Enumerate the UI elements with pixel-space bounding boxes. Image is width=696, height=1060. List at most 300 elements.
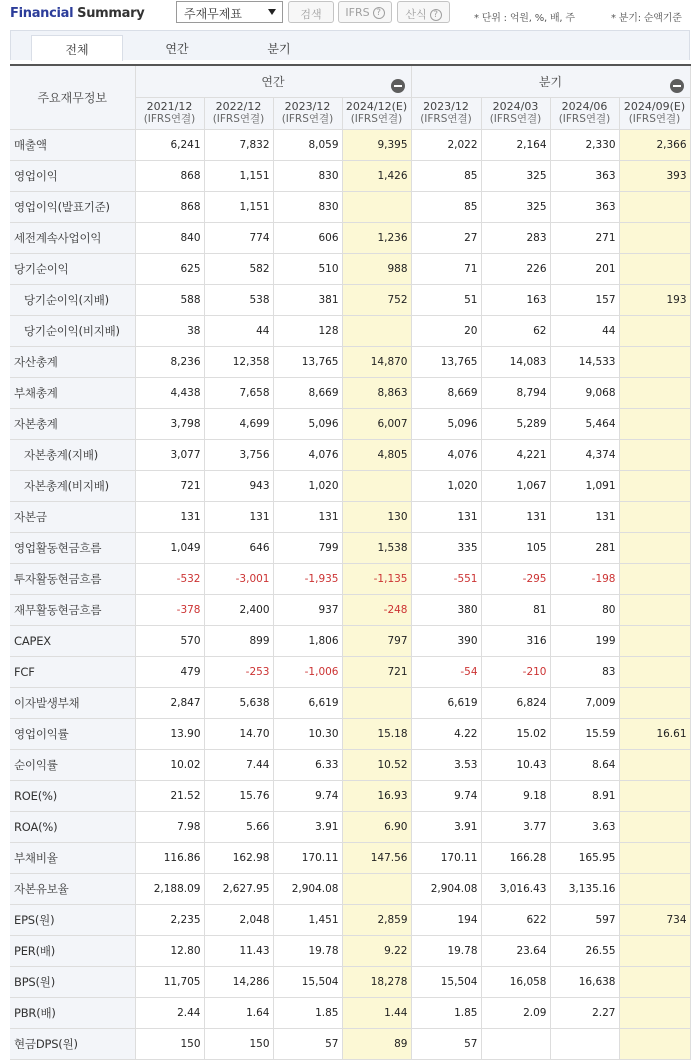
value-cell: 15.02 [481, 718, 550, 749]
value-cell [619, 346, 690, 377]
value-cell: 335 [411, 532, 481, 563]
value-cell: 625 [135, 253, 204, 284]
period-basis: (IFRS연결) [350, 113, 403, 125]
value-cell: 194 [411, 904, 481, 935]
table-row [10, 811, 690, 842]
value-cell: 774 [204, 222, 273, 253]
table-row [10, 191, 690, 222]
value-cell: 9,068 [550, 377, 619, 408]
quarter-group-label: 분기 [538, 74, 563, 89]
value-cell: 8,059 [273, 129, 342, 160]
page-title [10, 6, 144, 21]
chevron-down-icon [268, 9, 276, 15]
value-cell: 10.43 [481, 749, 550, 780]
value-cell: 510 [273, 253, 342, 284]
value-cell: 15,504 [273, 966, 342, 997]
value-cell: 14.70 [204, 718, 273, 749]
value-cell: 62 [481, 315, 550, 346]
value-cell [481, 1028, 550, 1059]
value-cell: 7,832 [204, 129, 273, 160]
row-label: 투자활동현금흐름 [10, 563, 135, 594]
row-label: FCF [10, 656, 135, 687]
value-cell: 6,824 [481, 687, 550, 718]
value-cell: 13,765 [411, 346, 481, 377]
value-cell: 2.27 [550, 997, 619, 1028]
row-label: EPS(원) [10, 904, 135, 935]
value-cell: 12.80 [135, 935, 204, 966]
value-cell: 170.11 [273, 842, 342, 873]
value-cell: 2,400 [204, 594, 273, 625]
value-cell: 840 [135, 222, 204, 253]
period-date: 2024/12(E) [345, 100, 408, 113]
period-date: 2023/12 [423, 100, 469, 113]
value-cell: 8.91 [550, 780, 619, 811]
title-financial: Financial [10, 6, 74, 21]
value-cell: 8,794 [481, 377, 550, 408]
value-cell: 19.78 [273, 935, 342, 966]
table-row [10, 997, 690, 1028]
value-cell [550, 1028, 619, 1059]
period-tabs [10, 30, 690, 60]
value-cell: 1,067 [481, 470, 550, 501]
value-cell: 44 [204, 315, 273, 346]
value-cell: 9,395 [342, 129, 411, 160]
value-cell: 15.76 [204, 780, 273, 811]
ifrs-button-label: IFRS [345, 6, 370, 19]
value-cell: 734 [619, 904, 690, 935]
row-label: CAPEX [10, 625, 135, 656]
collapse-annual-icon[interactable] [391, 79, 405, 93]
value-cell: 226 [481, 253, 550, 284]
value-cell: 1.64 [204, 997, 273, 1028]
tab-quarter[interactable]: 분기 [267, 42, 291, 56]
period-date: 2022/12 [215, 100, 262, 113]
value-cell: 131 [550, 501, 619, 532]
row-label: PER(배) [10, 935, 135, 966]
value-cell: 4,438 [135, 377, 204, 408]
value-cell: 6,619 [273, 687, 342, 718]
value-cell: 2,188.09 [135, 873, 204, 904]
value-cell: 7,658 [204, 377, 273, 408]
value-cell: 38 [135, 315, 204, 346]
row-label: 세전계속사업이익 [10, 222, 135, 253]
value-cell: 85 [411, 191, 481, 222]
value-cell: 3,798 [135, 408, 204, 439]
row-label: 자본금 [10, 501, 135, 532]
value-cell: 363 [550, 160, 619, 191]
value-cell: 2,859 [342, 904, 411, 935]
value-cell: 5,096 [411, 408, 481, 439]
statement-type-select[interactable] [176, 1, 283, 23]
value-cell: 2.44 [135, 997, 204, 1028]
value-cell [619, 656, 690, 687]
value-cell: 12,358 [204, 346, 273, 377]
period-basis: (IFRS연결) [212, 113, 265, 125]
value-cell: 868 [135, 160, 204, 191]
value-cell: 2,904.08 [411, 873, 481, 904]
value-cell: 51 [411, 284, 481, 315]
value-cell: 26.55 [550, 935, 619, 966]
table-row [10, 873, 690, 904]
value-cell: 3,756 [204, 439, 273, 470]
value-cell: 5,464 [550, 408, 619, 439]
table-row [10, 966, 690, 997]
value-cell: 128 [273, 315, 342, 346]
period-date: 2024/06 [561, 100, 608, 113]
value-cell: 85 [411, 160, 481, 191]
value-cell: 2,847 [135, 687, 204, 718]
table-row [10, 904, 690, 935]
value-cell: 8,236 [135, 346, 204, 377]
value-cell: -210 [481, 656, 550, 687]
value-cell: 8.64 [550, 749, 619, 780]
formula-button[interactable] [397, 1, 450, 23]
value-cell [619, 408, 690, 439]
value-cell: 646 [204, 532, 273, 563]
value-cell: 899 [204, 625, 273, 656]
value-cell: 325 [481, 160, 550, 191]
value-cell: 381 [273, 284, 342, 315]
value-cell: 9.74 [411, 780, 481, 811]
value-cell: 363 [550, 191, 619, 222]
value-cell: 14,286 [204, 966, 273, 997]
row-label: 순이익률 [10, 749, 135, 780]
value-cell: 1,236 [342, 222, 411, 253]
value-cell: 131 [204, 501, 273, 532]
value-cell: 20 [411, 315, 481, 346]
value-cell: 16.93 [342, 780, 411, 811]
value-cell: 13.90 [135, 718, 204, 749]
value-cell: 147.56 [342, 842, 411, 873]
row-label: 영업이익(발표기준) [10, 191, 135, 222]
table-row [10, 222, 690, 253]
value-cell: 6,241 [135, 129, 204, 160]
row-label: 영업활동현금흐름 [10, 532, 135, 563]
value-cell: 7,009 [550, 687, 619, 718]
value-cell: -198 [550, 563, 619, 594]
table-row [10, 408, 690, 439]
period-date: 2024/03 [492, 100, 539, 113]
value-cell: 11,705 [135, 966, 204, 997]
table-row [10, 749, 690, 780]
value-cell: 131 [411, 501, 481, 532]
value-cell: 597 [550, 904, 619, 935]
value-cell: 1.44 [342, 997, 411, 1028]
value-cell: 193 [619, 284, 690, 315]
unit-note: * 단위 : 억원, %, 배, 주 [474, 13, 575, 24]
value-cell: 23.64 [481, 935, 550, 966]
value-cell: -3,001 [204, 563, 273, 594]
value-cell: 131 [135, 501, 204, 532]
value-cell: -54 [411, 656, 481, 687]
period-date: 2023/12 [284, 100, 331, 113]
value-cell [342, 315, 411, 346]
value-cell: 6.90 [342, 811, 411, 842]
value-cell: 1,151 [204, 160, 273, 191]
table-row [10, 1028, 690, 1059]
value-cell: 157 [550, 284, 619, 315]
value-cell: 21.52 [135, 780, 204, 811]
value-cell: 165.95 [550, 842, 619, 873]
table-row [10, 718, 690, 749]
table-row [10, 439, 690, 470]
value-cell: 9.74 [273, 780, 342, 811]
value-cell: 2,366 [619, 129, 690, 160]
value-cell: 1.85 [273, 997, 342, 1028]
table-row [10, 625, 690, 656]
value-cell: 538 [204, 284, 273, 315]
value-cell: 8,669 [411, 377, 481, 408]
value-cell: 325 [481, 191, 550, 222]
value-cell [619, 935, 690, 966]
value-cell: 380 [411, 594, 481, 625]
quarter-group-header [411, 65, 690, 97]
value-cell [342, 687, 411, 718]
value-cell: 10.02 [135, 749, 204, 780]
value-cell: 1,426 [342, 160, 411, 191]
value-cell: 3.53 [411, 749, 481, 780]
value-cell: 393 [619, 160, 690, 191]
period-date: 2021/12 [146, 100, 193, 113]
collapse-quarter-icon[interactable] [670, 79, 684, 93]
value-cell: 868 [135, 191, 204, 222]
table-row [10, 842, 690, 873]
value-cell: 1,538 [342, 532, 411, 563]
search-button-label: 검색 [300, 8, 322, 21]
row-label: 자본총계(비지배) [10, 470, 135, 501]
annual-group-label: 연간 [261, 74, 285, 89]
value-cell: 1,020 [273, 470, 342, 501]
select-value: 주재무제표 [184, 7, 242, 21]
value-cell: 582 [204, 253, 273, 284]
value-cell [619, 997, 690, 1028]
value-cell: -248 [342, 594, 411, 625]
value-cell: 606 [273, 222, 342, 253]
row-label: ROA(%) [10, 811, 135, 842]
value-cell: 57 [273, 1028, 342, 1059]
value-cell: 1,806 [273, 625, 342, 656]
value-cell: 2,330 [550, 129, 619, 160]
value-cell: 2,022 [411, 129, 481, 160]
value-cell: 283 [481, 222, 550, 253]
title-summary: Summary [77, 6, 145, 21]
period-header [273, 97, 342, 129]
value-cell [342, 191, 411, 222]
period-header [411, 97, 481, 129]
value-cell: -253 [204, 656, 273, 687]
table-row [10, 656, 690, 687]
period-basis: (IFRS연결) [558, 113, 611, 125]
value-cell: 199 [550, 625, 619, 656]
value-cell: 9.18 [481, 780, 550, 811]
corner-label: 주요재무정보 [10, 65, 135, 129]
row-label: 당기순이익(지배) [10, 284, 135, 315]
value-cell: 4,699 [204, 408, 273, 439]
value-cell: 27 [411, 222, 481, 253]
table-row [10, 346, 690, 377]
value-cell [619, 191, 690, 222]
value-cell [619, 873, 690, 904]
value-cell: 15.59 [550, 718, 619, 749]
value-cell [619, 470, 690, 501]
value-cell: 83 [550, 656, 619, 687]
value-cell: 3,077 [135, 439, 204, 470]
value-cell: 8,863 [342, 377, 411, 408]
value-cell [619, 315, 690, 346]
value-cell: 1.85 [411, 997, 481, 1028]
value-cell: 390 [411, 625, 481, 656]
period-header [619, 97, 690, 129]
table-row [10, 594, 690, 625]
value-cell: 2,235 [135, 904, 204, 935]
period-header [204, 97, 273, 129]
value-cell: 57 [411, 1028, 481, 1059]
value-cell: 3.63 [550, 811, 619, 842]
value-cell: 2,904.08 [273, 873, 342, 904]
ifrs-button[interactable] [338, 1, 392, 23]
value-cell [619, 501, 690, 532]
value-cell: 9.22 [342, 935, 411, 966]
row-label: PBR(배) [10, 997, 135, 1028]
value-cell [342, 470, 411, 501]
value-cell [619, 966, 690, 997]
value-cell: 281 [550, 532, 619, 563]
value-cell: 721 [135, 470, 204, 501]
value-cell: 5,638 [204, 687, 273, 718]
value-cell: 799 [273, 532, 342, 563]
value-cell: 5,096 [273, 408, 342, 439]
value-cell: 44 [550, 315, 619, 346]
value-cell: 4,374 [550, 439, 619, 470]
table-row [10, 687, 690, 718]
value-cell: 4,076 [273, 439, 342, 470]
table-row [10, 532, 690, 563]
row-label: 부채총계 [10, 377, 135, 408]
value-cell: 4.22 [411, 718, 481, 749]
value-cell: 797 [342, 625, 411, 656]
value-cell: 5.66 [204, 811, 273, 842]
table-row [10, 501, 690, 532]
value-cell: 6,619 [411, 687, 481, 718]
value-cell: 105 [481, 532, 550, 563]
value-cell: 721 [342, 656, 411, 687]
value-cell: 89 [342, 1028, 411, 1059]
help-icon: ? [430, 9, 442, 21]
tab-annual[interactable]: 연간 [165, 42, 189, 56]
value-cell: 570 [135, 625, 204, 656]
value-cell [619, 811, 690, 842]
value-cell: 15,504 [411, 966, 481, 997]
value-cell: 988 [342, 253, 411, 284]
period-header [342, 97, 411, 129]
value-cell: -1,135 [342, 563, 411, 594]
search-button[interactable] [288, 1, 334, 23]
top-bar [0, 0, 696, 30]
value-cell: -551 [411, 563, 481, 594]
value-cell: -1,935 [273, 563, 342, 594]
value-cell: 71 [411, 253, 481, 284]
value-cell [619, 377, 690, 408]
tab-all[interactable]: 전체 [31, 35, 123, 61]
value-cell: -1,006 [273, 656, 342, 687]
value-cell [619, 253, 690, 284]
value-cell: 4,076 [411, 439, 481, 470]
value-cell: 14,083 [481, 346, 550, 377]
value-cell: 150 [204, 1028, 273, 1059]
value-cell: 2,627.95 [204, 873, 273, 904]
value-cell: 4,221 [481, 439, 550, 470]
value-cell [342, 873, 411, 904]
value-cell [619, 563, 690, 594]
row-label: 현금DPS(원) [10, 1028, 135, 1059]
table-row [10, 315, 690, 346]
table-row [10, 284, 690, 315]
value-cell: 1,451 [273, 904, 342, 935]
table-row [10, 253, 690, 284]
period-basis: (IFRS연결) [489, 113, 542, 125]
value-cell: -532 [135, 563, 204, 594]
value-cell: 19.78 [411, 935, 481, 966]
value-cell: 8,669 [273, 377, 342, 408]
value-cell: 752 [342, 284, 411, 315]
value-cell: 3,135.16 [550, 873, 619, 904]
period-header [481, 97, 550, 129]
value-cell: -295 [481, 563, 550, 594]
value-cell: 16,638 [550, 966, 619, 997]
value-cell: 7.44 [204, 749, 273, 780]
value-cell [619, 842, 690, 873]
row-label: 자본총계 [10, 408, 135, 439]
value-cell: 7.98 [135, 811, 204, 842]
row-label: 당기순이익 [10, 253, 135, 284]
value-cell: 1,020 [411, 470, 481, 501]
value-cell: 937 [273, 594, 342, 625]
period-header [550, 97, 619, 129]
table-row [10, 935, 690, 966]
value-cell: 170.11 [411, 842, 481, 873]
value-cell: 16,058 [481, 966, 550, 997]
value-cell: 2.09 [481, 997, 550, 1028]
row-label: 부채비율 [10, 842, 135, 873]
row-label: 자산총계 [10, 346, 135, 377]
table-row [10, 563, 690, 594]
period-header [135, 97, 204, 129]
value-cell [619, 625, 690, 656]
period-basis: (IFRS연결) [281, 113, 334, 125]
row-label: 자본총계(지배) [10, 439, 135, 470]
value-cell: 201 [550, 253, 619, 284]
value-cell: 166.28 [481, 842, 550, 873]
value-cell: 131 [481, 501, 550, 532]
value-cell: 6.33 [273, 749, 342, 780]
value-cell: 162.98 [204, 842, 273, 873]
row-label: BPS(원) [10, 966, 135, 997]
value-cell: 163 [481, 284, 550, 315]
value-cell: 316 [481, 625, 550, 656]
value-cell: 271 [550, 222, 619, 253]
value-cell: 1,091 [550, 470, 619, 501]
annual-group-header [135, 65, 411, 97]
row-label: 영업이익률 [10, 718, 135, 749]
value-cell: 15.18 [342, 718, 411, 749]
value-cell [619, 1028, 690, 1059]
value-cell: 150 [135, 1028, 204, 1059]
table-row [10, 377, 690, 408]
formula-button-label: 산식 [405, 8, 427, 21]
value-cell [619, 594, 690, 625]
value-cell: 130 [342, 501, 411, 532]
value-cell: 588 [135, 284, 204, 315]
